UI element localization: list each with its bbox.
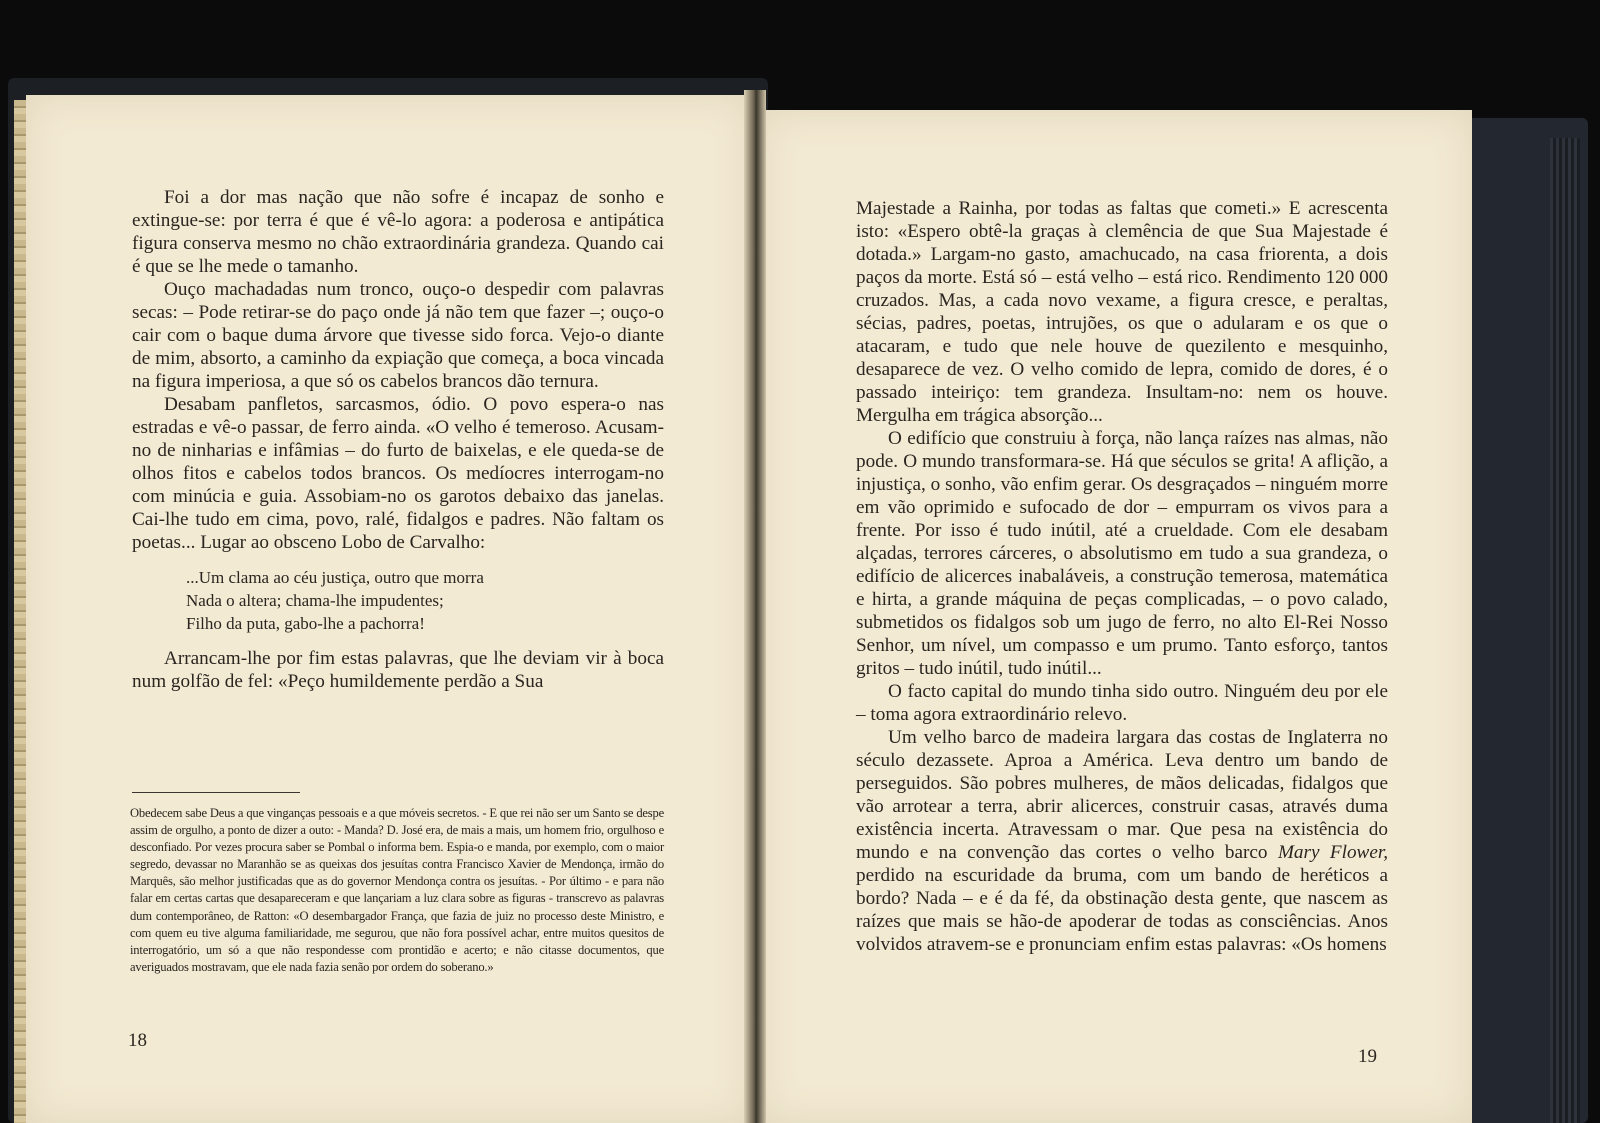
paragraph: Majestade a Rainha, por todas as faltas que cometi.» E acrescenta isto: «Espero obtê-la graças à clemência de que Sua Majestade é dotada.» Largam-no gasto, amachucado, na casa friorenta, a dois paços da morte. Está só – está velho – está rico. Rendimento 120 000 cruzados. Mas, a cada novo vexame, a figura cresce, e peraltas, sécias, padres, poetas, intrujões, os que o adularam e os que o atacaram, e tudo que nele houve de quezilento e mesquinho, desaparece de vez. O velho comido de lepra, comido de dores, é o passado inteiriço: tem grandeza. Insultam-no: nem os houve. Mergulha em trágica absorção... (856, 198, 1388, 426)
paragraph: Arrancam-lhe por fim estas palavras, que lhe deviam vir à boca num golfão de fel: «Peço humildemente perdão a Sua (132, 648, 664, 692)
text-span: Um velho barco de madeira largara das costas de Inglaterra no século dezassete. Aproa a América. Leva dentro um bando de perseguidos. São pobres mulheres, de mãos delicadas, fidalgos que vão arrotear a terra, abrir alicerces, construir casas, através duma existência incerta. Atravessam o mar. Que pesa na existência do mundo e na convenção das cortes o velho barco (856, 727, 1388, 863)
verse-block (186, 566, 664, 635)
paragraph: Desabam panfletos, sarcasmos, ódio. O povo espera-o nas estradas e vê-o passar, de ferro ainda. «O velho é temeroso. Acusam-no de ninharias e infâmias – do furto de baixelas, e ele queda-se de olhos fitos e cabelos todos brancos. Os medíocres interrogam-no com minúcia e guia. Assobiam-no os garotos debaixo das janelas. Cai-lhe tudo em cima, povo, ralé, fidalgos e padres. Não faltam os poetas... Lugar ao obsceno Lobo de Carvalho: (132, 394, 664, 553)
paragraph: Ouço machadadas num tronco, ouço-o despedir com palavras secas: – Pode retirar-se do paço onde já não tem que fazer –; ouço-o cair com o baque duma árvore que tivesse sido forca. Vejo-o diante de mim, absorto, a caminho da expiação que começa, a boca vincada na figura imperiosa, a que só os cabelos brancos dão ternura. (132, 279, 664, 392)
paragraph: O facto capital do mundo tinha sido outro. Ninguém deu por ele – toma agora extraordinário relevo. (856, 681, 1388, 725)
left-page-body (132, 186, 664, 693)
footnote: Obedecem sabe Deus a que vinganças pessoais e a que móveis secretos. - E que rei não ser um Santo se despe assim de orgulho, a ponto de dizer a outo: - Manda? D. José era, de mais a mais, um homem frio, orgulhoso e desconfiado. Por vezes procura saber se Pombal o informa bem. Espia-o e manda, por exemplo, com o maior segredo, devassar no Maranhão se as queixas dos jesuítas contra Francisco Xavier de Mendonça, irmão do Marquês, são melhor justificadas que as do governor Mendonça contra os jesuítas. - Por último - e para não falar em certas cartas que desapareceram e que lançariam a luz clara sobre as figuras - transcrevo as palavras dum contemporâneo, de Ratton: «O desembargador França, que fazia de juiz no processo deste Ministro, e com quem eu tive alguma familiaridade, me segurou, que não fora possível achar, entre muitos quesitos de interrogatório, um só a que não respondesse com prontidão e acerto; e não citasse documentos, que averiguados mostravam, que ele nada fazia senão por ordem do soberano.» (130, 806, 664, 974)
paragraph: Foi a dor mas nação que não sofre é incapaz de sonho e extingue-se: por terra é que é vê-lo agora: a poderosa e antipática figura conserva mesmo no chão extraordinária grandeza. Quando cai é que se lhe mede o tamanho. (132, 187, 664, 277)
page-number-right: 19 (1358, 1046, 1377, 1067)
book-cover-right (1460, 118, 1588, 1123)
paragraph-ship (856, 726, 1388, 956)
footnote-rule (132, 792, 300, 793)
verse-line: Filho da puta, gabo-lhe a pachorra! (186, 614, 425, 633)
paragraph: O edifício que construiu à força, não lança raízes nas almas, não pode. O mundo transformara-se. Há que séculos se grita! A aflição, a injustiça, o sonho, vão enfim gerar. Os desgraçados – ninguém morre em vão oprimido e sufocado de dor – empurram os vivos para a frente. Por isso é tudo inútil, até a crueldade. Com ele desabam alçadas, terrores cárceres, o absolutismo em tudo a sua grandeza, o edifício de alicerces inabaláveis, a construção temerosa, matemática e hirta, a grande máquina de peças complicadas, – o povo calado, submetidos os fidalgos sob um jugo de ferro, no alto El-Rei Nosso Senhor, um nível, um compasso e um prumo. Tanto esforço, tantos gritos – tudo inútil, tudo inútil... (856, 428, 1388, 679)
verse-line: ...Um clama ao céu justiça, outro que morra (186, 568, 484, 587)
page-number-left: 18 (128, 1030, 147, 1051)
book-gutter (744, 90, 766, 1123)
verse-line: Nada o altera; chama-lhe impudentes; (186, 591, 444, 610)
text-span: perdido na escuridade da bruma, com um bando de heréticos a bordo? Nada – e é da fé, da obstinação desta gente, que nascem as raízes que mais se hão-de apoderar de todas as consciências. Anos volvidos atravem-se e pronunciam enfim estas palavras: «Os homens (856, 865, 1388, 955)
right-page-body (856, 197, 1388, 956)
ship-name: Mary Flower, (1277, 842, 1389, 863)
